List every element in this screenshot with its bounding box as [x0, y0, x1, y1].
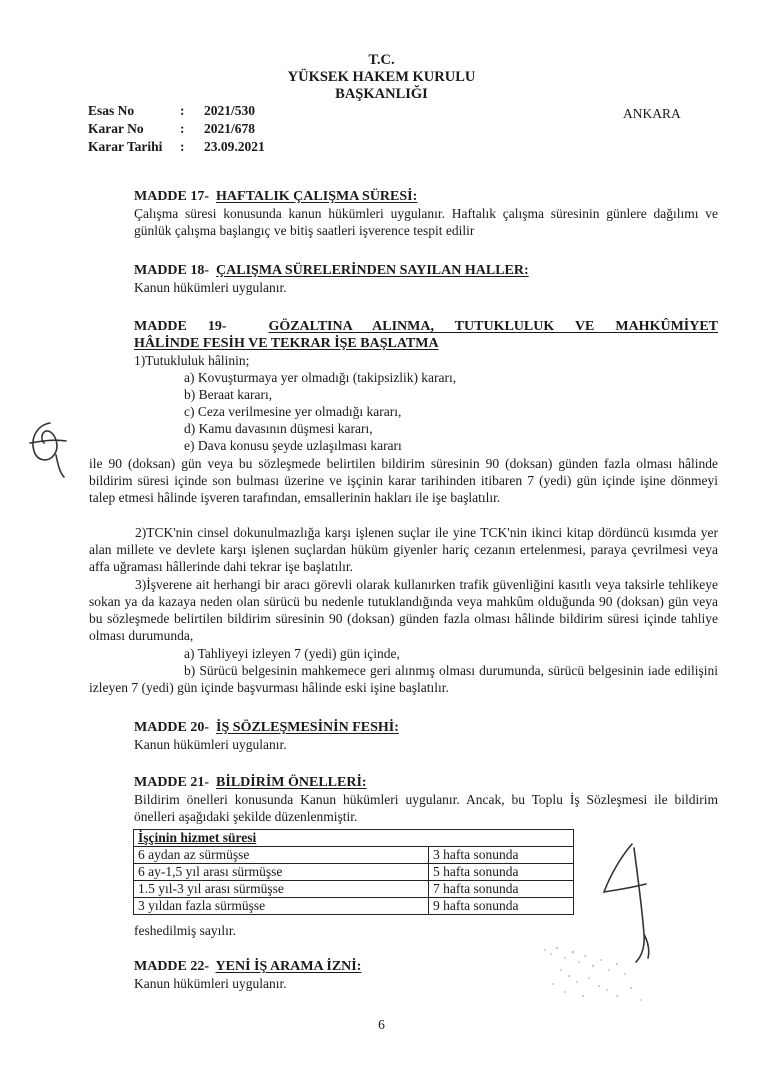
table-cell: 6 aydan az sürmüşse: [134, 847, 429, 864]
article-21-after: feshedilmiş sayılır.: [134, 923, 236, 938]
header-line-office: BAŞKANLIĞI: [335, 86, 428, 102]
table-row: [134, 864, 574, 881]
karar-value: 2021/678: [204, 121, 256, 136]
article-number: MADDE 19-: [134, 319, 227, 334]
article-number: MADDE 20-: [134, 720, 210, 735]
article-heading: YENİ İŞ ARAMA İZNİ:: [215, 959, 362, 974]
list-item: a) Tahliyeyi izleyen 7 (yedi) gün içinde,: [184, 646, 400, 661]
article-17-title: [134, 188, 718, 205]
tarih-value: 23.09.2021: [204, 139, 265, 154]
article-20: [134, 719, 718, 753]
article-19-para1-body: ile 90 (doksan) gün veya bu sözleşmede belirtilen bildirim süresinin 90 (doksan) günden fazla olması hâlinde bildirim süresi içinde son bulması üzerine ve işçinin karar tarihinden itibaren 7 (yedi) gün içinde işine dönmeyi talep etmesi hâlinde işveren tarafından, emsallerinin hakları ile işe başlatılır.: [89, 456, 718, 505]
article-number: MADDE 18-: [134, 263, 210, 278]
table-cell: 9 hafta sonunda: [429, 898, 574, 915]
header-line-court: YÜKSEK HAKEM KURULU: [287, 69, 476, 85]
colon: :: [180, 139, 185, 154]
table-cell: 5 hafta sonunda: [429, 864, 574, 881]
karar-label: Karar No: [88, 121, 144, 136]
article-19-para3-b: b) Sürücü belgesinin mahkemece geri alınmış olması durumunda, sürücü belgesinin iade edilişini izleyen 7 (yedi) gün içinde başvurması hâlinde eski işine başlatılır.: [89, 663, 718, 695]
esas-label: Esas No: [88, 103, 135, 118]
table-cell: 1.5 yıl-3 yıl arası sürmüşse: [134, 881, 429, 898]
article-heading: BİLDİRİM ÖNELLERİ:: [216, 775, 367, 790]
colon: :: [180, 121, 185, 136]
handwritten-initial-mark: [20, 415, 80, 485]
article-heading: İŞ SÖZLEŞMESİNİN FESHİ:: [216, 720, 399, 735]
case-meta: [88, 102, 265, 156]
article-17: [134, 188, 718, 239]
article-22-body: Kanun hükümleri uygulanır.: [134, 976, 287, 991]
table-cell: 7 hafta sonunda: [429, 881, 574, 898]
table-header-row: [134, 830, 574, 847]
article-21: [134, 774, 718, 825]
article-17-body: Çalışma süresi konusunda kanun hükümleri uygulanır. Haftalık çalışma süresinin günlere dağılımı ve günlük çalışma başlangıç ve bitiş saatleri işverence tespit edilir: [134, 206, 718, 238]
table-cell: 3 yıldan fazla sürmüşse: [134, 898, 429, 915]
table-cell: 3 hafta sonunda: [429, 847, 574, 864]
faint-stamp-mark: [505, 930, 675, 1020]
tutukluluk-intro: 1)Tutukluluk hâlinin;: [134, 353, 250, 368]
list-item: e) Dava konusu şeyde uzlaşılması kararı: [184, 438, 402, 453]
article-20-title: [134, 719, 718, 736]
article-heading: ÇALIŞMA SÜRELERİNDEN SAYILAN HALLER:: [216, 263, 529, 278]
list-item: b) Beraat kararı,: [184, 387, 273, 402]
list-item: c) Ceza verilmesine yer olmadığı kararı,: [184, 404, 402, 419]
article-19: [134, 318, 718, 369]
list-item: d) Kamu davasının düşmesi kararı,: [184, 421, 373, 436]
article-20-body: Kanun hükümleri uygulanır.: [134, 737, 287, 752]
city: ANKARA: [623, 106, 681, 121]
article-19-para1: [89, 455, 718, 506]
article-19-title-line1: [134, 318, 718, 335]
tarih-label: Karar Tarihi: [88, 139, 163, 154]
table-header: İşçinin hizmet süresi: [134, 830, 574, 847]
article-number: MADDE 21-: [134, 775, 210, 790]
colon: :: [180, 103, 185, 118]
article-18-title: [134, 262, 718, 279]
article-19-para3-body: 3)İşverene ait herhangi bir aracı görevli olarak kullanırken trafik güvenliğini kasıtlı veya taksirle tehlikeye sokan ya da kazaya neden olan sürücü bu nedenle tutuklandığında veya mahkûm olduğunda 90 (doksan) gün veya bu sözleşmede belirtilen bildirim süresinin 90 (doksan) günden fazla olması hâlinde bildirim süresi içinde tahliye olması durumunda,: [89, 577, 718, 643]
article-21-title: [134, 774, 718, 791]
table-cell: 6 ay-1,5 yıl arası sürmüşse: [134, 864, 429, 881]
article-19-title-line2: HÂLİNDE FESİH VE TEKRAR İŞE BAŞLATMA: [134, 336, 439, 351]
article-number: MADDE 22-: [134, 959, 210, 974]
list-item: a) Kovuşturmaya yer olmadığı (takipsizlik) kararı,: [184, 370, 457, 385]
article-heading: HAFTALIK ÇALIŞMA SÜRESİ:: [216, 189, 418, 204]
table-row: [134, 898, 574, 915]
article-19-para3: [89, 576, 718, 644]
article-number: MADDE 17-: [134, 189, 210, 204]
article-19-para2: [89, 524, 718, 575]
table-row: [134, 847, 574, 864]
page-number: 6: [378, 1017, 385, 1032]
article-21-body: Bildirim önelleri konusunda Kanun hükümleri uygulanır. Ancak, bu Toplu İş Sözleşmesi ile bildirim önelleri aşağıdaki şekilde düzenlenmiştir.: [134, 792, 718, 824]
table-row: [134, 881, 574, 898]
article-19-para2-body: 2)TCK'nin cinsel dokunulmazlığa karşı işlenen suçlar ile yine TCK'nin ikinci kitap dördüncü kısımda yer alan millete ve devlete karşı işlenen suçlardan hüküm giyenler hariç cezanın ertelenmesi, paraya çevrilmesi veya affa uğraması hâllerinde dahi tekrar işe başlatılır.: [89, 525, 718, 574]
esas-value: 2021/530: [204, 103, 256, 118]
article-heading: GÖZALTINA ALINMA, TUTUKLULUK VE MAHKÛMİYET: [268, 319, 719, 334]
notice-period-table: [133, 829, 574, 915]
header-line-tc: T.C.: [368, 52, 395, 68]
article-18: [134, 262, 718, 296]
article-18-body: Kanun hükümleri uygulanır.: [134, 280, 287, 295]
